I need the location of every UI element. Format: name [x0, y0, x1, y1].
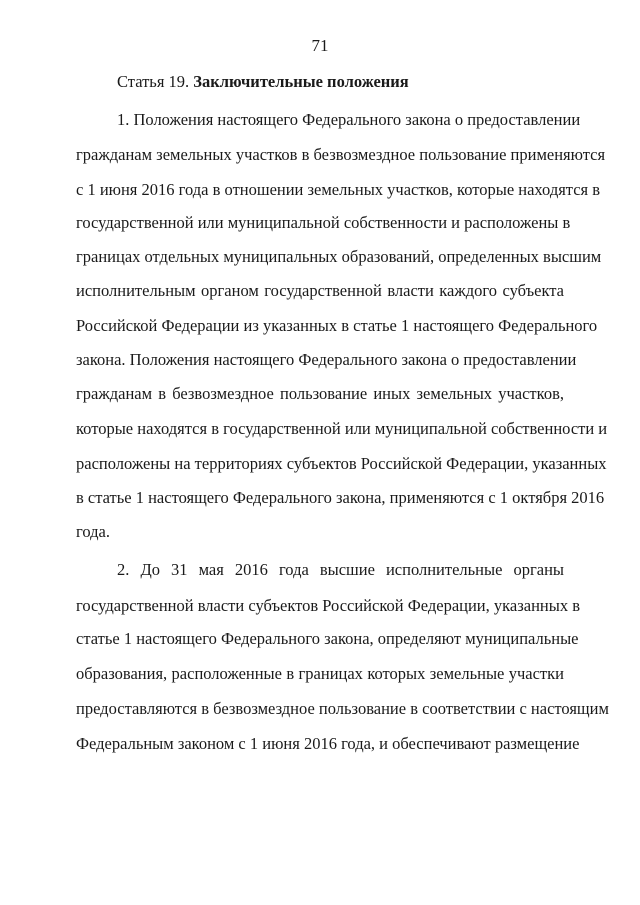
page-number: 71	[311, 36, 329, 55]
paragraph-1-line-6: исполнительным органом государственной власти каждого субъекта	[76, 281, 564, 300]
paragraph-1-line-11: расположены на территориях субъектов Российской Федерации, указанных	[76, 454, 607, 473]
paragraph-1-line-2: гражданам земельных участков в безвозмездное пользование применяются	[76, 145, 606, 164]
paragraph-1-line-4: государственной или муниципальной собственности и расположены в	[76, 213, 571, 232]
paragraph-1-line-5: границах отдельных муниципальных образований, определенных высшим	[76, 247, 602, 266]
paragraph-1-line-13: года.	[76, 522, 110, 541]
paragraph-1-line-7: Российской Федерации из указанных в статье 1 настоящего Федерального	[76, 316, 598, 335]
paragraph-1-line-9: гражданам в безвозмездное пользование иных земельных участков,	[76, 384, 564, 403]
paragraph-2-line-4: образования, расположенные в границах которых земельные участки	[76, 664, 564, 683]
article-label: Статья 19.	[117, 72, 190, 91]
paragraph-2-line-5: предоставляются в безвозмездное пользование в соответствии с настоящим	[76, 699, 609, 718]
paragraph-1-line-1: 1. Положения настоящего Федерального закона о предоставлении	[117, 110, 581, 129]
paragraph-1-line-10: которые находятся в государственной или муниципальной собственности и	[76, 419, 608, 438]
article-heading	[117, 72, 409, 92]
paragraph-1-line-3: с 1 июня 2016 года в отношении земельных участков, которые находятся в	[76, 180, 601, 199]
paragraph-2-line-2: государственной власти субъектов Российской Федерации, указанных в	[76, 596, 580, 615]
paragraph-1-line-8: закона. Положения настоящего Федерального закона о предоставлении	[76, 350, 577, 369]
paragraph-2-line-6: Федеральным законом с 1 июня 2016 года, и обеспечивают размещение	[76, 734, 580, 753]
paragraph-1-line-12: в статье 1 настоящего Федерального закона, применяются с 1 октября 2016	[76, 488, 605, 507]
article-title: Заключительные положения	[193, 72, 409, 91]
paragraph-2-line-3: статье 1 настоящего Федерального закона, определяют муниципальные	[76, 629, 579, 648]
paragraph-2-line-1: 2. До 31 мая 2016 года высшие исполнительные органы	[117, 560, 564, 579]
